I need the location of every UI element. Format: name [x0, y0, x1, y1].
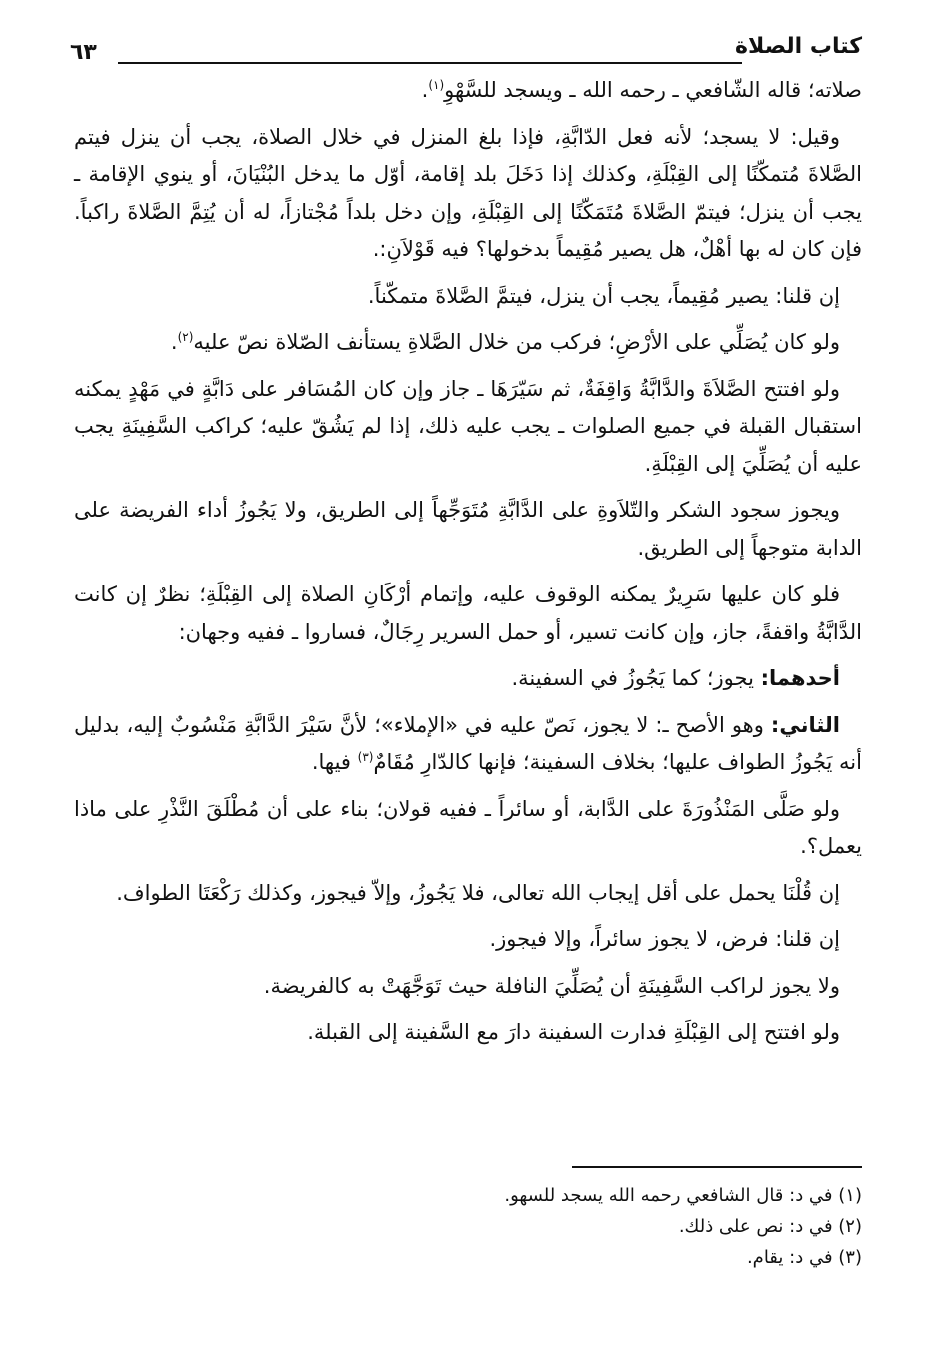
- running-header: [70, 28, 862, 68]
- opinion-lead: الثاني:: [770, 712, 840, 737]
- paragraph: ولو كان يُصَلِّي على الأرْضِ؛ فركب من خلال الصَّلاةِ يستأنف الصّلاة نصّ عليه$^{(٢)}$.: [170, 330, 840, 354]
- paragraph: إن قلنا: يصير مُقِيماً، يجب أن ينزل، فيتمَّ الصَّلاةَ متمكّناً.: [367, 283, 840, 308]
- paragraph: إن قُلْنَا يحمل على أقل إيجاب الله تعالى، فلا يَجُوزُ، وإلاّ فيجوز، وكذلك رَكْعَتَا الطواف.: [116, 880, 840, 905]
- paragraph: ويجوز سجود الشكر والتّلاَوةِ على الدَّابَّةِ مُتَوَجِّهاً إلى الطريق، ولا يَجُوزُ أداء الفريضة على الدابة متوجهاً إلى الطريق.: [74, 498, 862, 560]
- paragraph: ولو افتتح إلى القِبْلَةِ فدارت السفينة دارَ مع السَّفينة إلى القبلة.: [307, 1020, 840, 1044]
- paragraph: وقيل: لا يسجد؛ لأنه فعل الدّابَّةِ، فإذا بلغ المنزل في خلال الصلاة، يجب أن ينزل فيتم الصَّلاةَ مُتمكّنًا إلى القِبْلَةِ، وكذلك إذا دَخَلَ بلد إقامة، أوّل ما يدخل البُنْيَانَ، أو ينوي الإقامة ـ يجب أن ينزل؛ فيتمّ الصَّلاةَ مُتَمَكّنًا إلى القِبْلَةِ، وإن دخل بلداً مُجْتازاً، له أن يُتِمَّ الصَّلاةَ راكباً. فإن كان له بها أهْلٌ، هل يصير مُقِيماً بدخولها؟ فيه قَوْلاَنِ:.: [74, 124, 862, 261]
- paragraph: إن قلنا: فرض، لا يجوز سائراً، وإلا فيجوز.: [489, 927, 840, 951]
- footnotes: [74, 1180, 862, 1273]
- footnote-ref: (٣): [357, 750, 374, 764]
- opinion-first: أحدهما: يجوز؛ كما يَجُوزُ في السفينة.: [511, 666, 840, 690]
- footnote-separator: [572, 1166, 862, 1168]
- opinion-second: الثاني: وهو الأصح ـ: لا يجوز، نَصّ عليه في «الإملاء»؛ لأنَّ سَيْرَ الدَّابَّةِ مَنْسُوبٌ إليه، بدليل أنه يَجُوزُ الطواف عليها؛ بخلاف السفينة؛ فإنها كالدّارِ مُقَامٌ$^{(٣)}$ فيها.: [74, 712, 862, 774]
- header-rule: [118, 62, 742, 64]
- paragraph: ولا يجوز لراكب السَّفِينَةِ أن يُصَلِّيَ النافلة حيث تَوَجَّهَتْ به كالفريضة.: [263, 973, 840, 998]
- paragraph: ولو افتتح الصَّلاَةَ والدَّابَّةُ وَاقِفَةٌ، ثم سَيّرَهَا ـ جاز وإن كان المُسَافر على دَابَّةٍ في مَهْدٍ يمكنه استقبال القبلة في جميع الصلوات ـ يجب عليه ذلك، إذا لم يَشُقّ عليه؛ كراكب السَّفِينَةِ يجب عليه أن يُصَلِّيَ إلى القِبْلَةِ.: [74, 376, 862, 476]
- footnote: (٣) في د: يقام.: [746, 1247, 862, 1268]
- footnote-ref: (١): [428, 78, 445, 92]
- book-title: كتاب الصلاة: [735, 34, 862, 59]
- paragraph: فلو كان عليها سَرِيرٌ يمكنه الوقوف عليه، وإتمام أرْكَانِ الصلاة إلى القِبْلَةِ؛ نظرٌ إن كانت الدَّابَّةُ واقفةً، جاز، وإن كانت تسير، أو حمل السرير رِجَالٌ، فساروا ـ ففيه وجهان:: [74, 582, 862, 644]
- footnote: (٢) في د: نص على ذلك.: [678, 1216, 862, 1237]
- main-text: [74, 72, 862, 1061]
- opinion-lead: أحدهما:: [760, 666, 840, 690]
- paragraph: صلاته؛ قاله الشّافعي ـ رحمه الله ـ ويسجد للسَّهْوِ$^{(١)}$.: [421, 78, 862, 102]
- footnote: (١) في د: قال الشافعي رحمه الله يسجد للسهو.: [504, 1185, 862, 1206]
- paragraph: ولو صَلَّى المَنْذُورَةَ على الدَّابة، أو سائراً ـ ففيه قولان؛ بناء على أن مُطْلَقَ النَّذْرِ على ماذا يعمل؟.: [74, 796, 862, 858]
- footnote-ref: (٢): [177, 330, 194, 344]
- page-number: ٦٣: [70, 40, 97, 65]
